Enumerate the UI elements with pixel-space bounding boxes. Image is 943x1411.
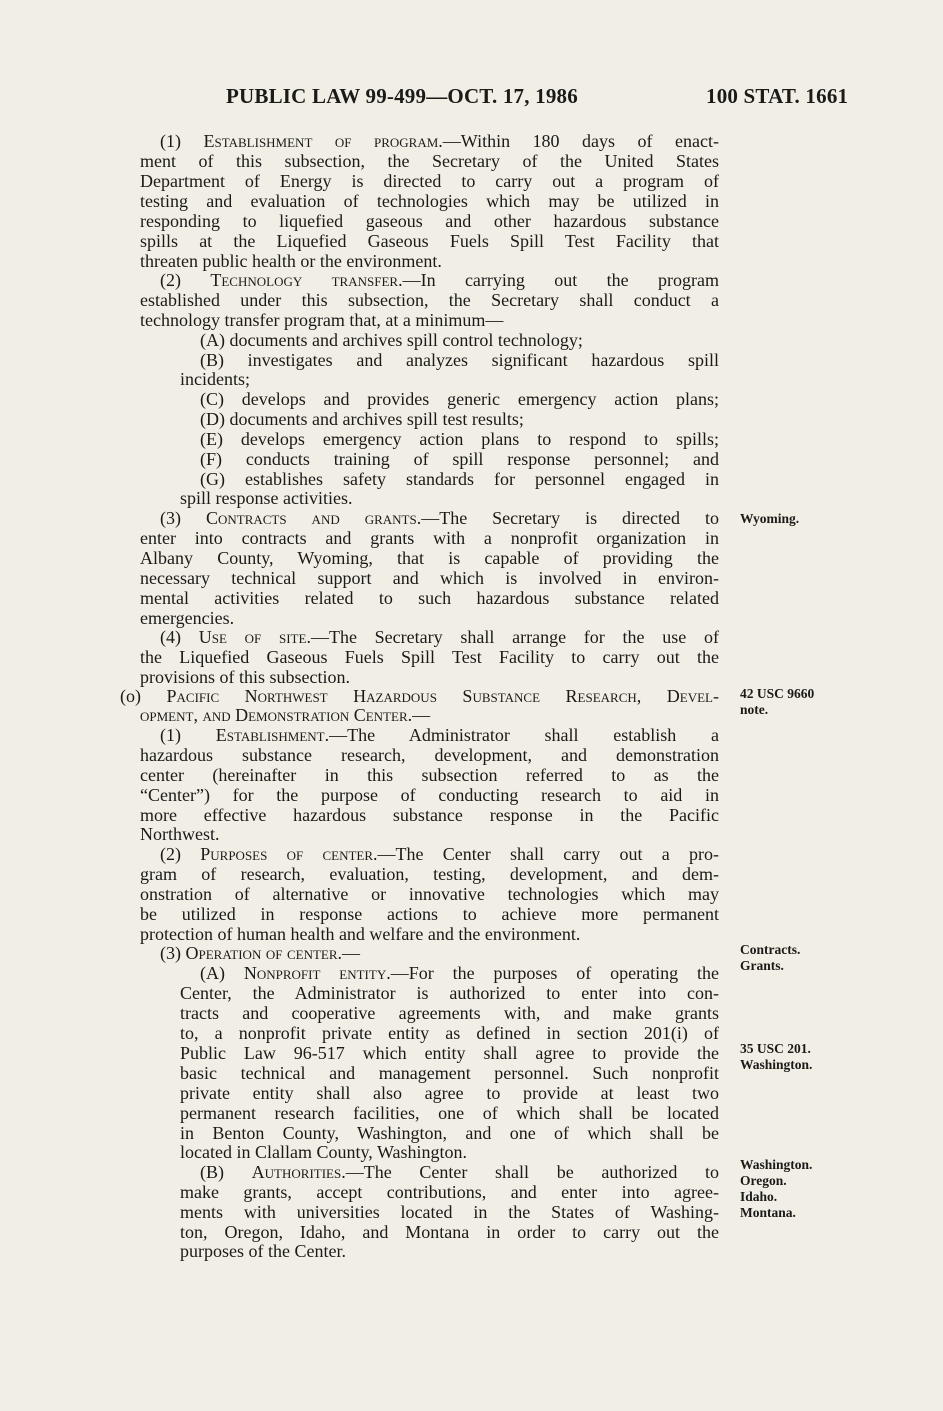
text-run: ments with universities located in the States of Washing- [180, 1202, 719, 1222]
text-run: —For the purposes of operating the [390, 963, 719, 983]
text-line [140, 290, 719, 310]
text-run: gram of research, evaluation, testing, development, and dem- [140, 864, 719, 884]
section-heading: opment, and Demonstration Center. [140, 705, 413, 725]
text-run: (B) investigates and analyzes significant hazardous spill [200, 350, 719, 370]
text-line [200, 389, 719, 409]
text-line [200, 429, 719, 449]
text-run: technology transfer program that, at a minimum— [140, 310, 504, 330]
margin-note [740, 1041, 812, 1073]
text-run: located in Clallam County, Washington. [180, 1142, 468, 1162]
text-run: — [342, 943, 361, 963]
text-line [200, 330, 583, 350]
text-run: testing and evaluation of technologies which may be utilized in [140, 191, 719, 211]
section-heading: Contracts and grants. [205, 508, 422, 528]
text-run: —The Center shall be authorized to [345, 1162, 719, 1182]
text-run: (o) [120, 686, 167, 706]
margin-note [740, 942, 800, 974]
text-run: (1) [160, 131, 204, 151]
text-line [180, 1182, 719, 1202]
margin-note-line: Washington. [740, 1157, 813, 1172]
text-line [160, 844, 719, 864]
text-line [140, 251, 442, 271]
text-line [180, 1123, 719, 1143]
text-run: spills at the Liquefied Gaseous Fuels Spill Test Facility that [140, 231, 719, 251]
text-run: (G) establishes safety standards for personnel engaged in [200, 469, 719, 489]
text-run: the Liquefied Gaseous Fuels Spill Test Facility to carry out the [140, 647, 719, 667]
text-run: (A) [200, 963, 244, 983]
margin-note-line: note. [740, 702, 769, 717]
text-run: incidents; [180, 369, 250, 389]
text-line [140, 824, 220, 844]
text-line [140, 864, 719, 884]
text-line [180, 1103, 719, 1123]
text-run: (D) documents and archives spill test results; [200, 409, 524, 429]
text-run: protection of human health and welfare and the environment. [140, 924, 581, 944]
text-line [160, 943, 360, 963]
text-run: “Center”) for the purpose of conducting research to aid in [140, 785, 719, 805]
text-line [140, 805, 719, 825]
section-heading: Pacific Northwest Hazardous Substance Research, Devel- [166, 686, 719, 706]
margin-note-line: Idaho. [740, 1189, 778, 1204]
text-run: — [412, 705, 431, 725]
text-run: —Within 180 days of enact- [442, 131, 719, 151]
text-line [180, 369, 250, 389]
text-run: —The Secretary shall arrange for the use of [310, 627, 719, 647]
text-run: —The Secretary is directed to [421, 508, 719, 528]
text-line [140, 608, 234, 628]
margin-note [740, 1157, 812, 1221]
text-line [140, 528, 719, 548]
page-header [0, 84, 943, 112]
text-line [160, 508, 719, 528]
text-run: mental activities related to such hazardous substance related [140, 588, 719, 608]
text-run: tracts and cooperative agreements with, and make grants [180, 1003, 719, 1023]
text-run: Department of Energy is directed to carry out a program of [140, 171, 719, 191]
text-run: necessary technical support and which is involved in environ- [140, 568, 719, 588]
text-run: Albany County, Wyoming, that is capable of providing the [140, 548, 719, 568]
margin-note-line: Contracts. [740, 942, 801, 957]
text-run: (1) [160, 725, 216, 745]
text-run: make grants, accept contributions, and enter into agree- [180, 1182, 719, 1202]
text-line [200, 469, 719, 489]
margin-note [740, 686, 814, 718]
text-run: threaten public health or the environment. [140, 251, 442, 271]
text-line [140, 647, 719, 667]
text-line [160, 627, 719, 647]
text-line [200, 409, 524, 429]
text-line [140, 191, 719, 211]
text-line [180, 1202, 719, 1222]
section-heading: Establishment. [215, 725, 330, 745]
text-run: (F) conducts training of spill response personnel; and [200, 449, 719, 469]
text-line [180, 983, 719, 1003]
text-run: (B) [200, 1162, 252, 1182]
text-line [160, 725, 719, 745]
section-heading: Nonprofit entity. [243, 963, 391, 983]
margin-note-line: Wyoming. [740, 511, 800, 526]
text-run: permanent research facilities, one of which shall be located [180, 1103, 719, 1123]
text-line [120, 686, 719, 706]
text-line [180, 1083, 719, 1103]
text-run: established under this subsection, the Secretary shall conduct a [140, 290, 719, 310]
text-line [140, 548, 719, 568]
text-line [180, 1241, 346, 1261]
text-run: to, a nonprofit private entity as defined in section 201(i) of [180, 1023, 719, 1043]
text-run: —The Administrator shall establish a [329, 725, 719, 745]
margin-note-line: 42 USC 9660 [740, 686, 815, 701]
section-heading: Operation of center. [185, 943, 343, 963]
text-run: (3) [160, 508, 206, 528]
margin-note-line: Grants. [740, 958, 784, 973]
text-run: (3) [160, 943, 186, 963]
text-run: —The Center shall carry out a pro- [377, 844, 719, 864]
text-run: onstration of alternative or innovative technologies which may [140, 884, 719, 904]
text-line [140, 211, 719, 231]
text-line [180, 488, 352, 508]
text-run: emergencies. [140, 608, 235, 628]
text-run: spill response activities. [180, 488, 353, 508]
text-run: (A) documents and archives spill control technology; [200, 330, 583, 350]
text-run: responding to liquefied gaseous and other hazardous substance [140, 211, 719, 231]
text-line [140, 171, 719, 191]
text-line [140, 765, 719, 785]
text-line [140, 588, 719, 608]
text-line [140, 745, 719, 765]
text-run: ton, Oregon, Idaho, and Montana in order to carry out the [180, 1222, 719, 1242]
text-line [180, 1142, 467, 1162]
law-title: PUBLIC LAW 99-499—OCT. 17, 1986 [226, 84, 578, 108]
section-heading: Purposes of center. [200, 844, 378, 864]
text-run: (2) [160, 270, 211, 290]
text-line [140, 151, 719, 171]
margin-note-line: 35 USC 201. [740, 1041, 811, 1056]
text-line [180, 1003, 719, 1023]
text-line [200, 963, 719, 983]
text-run: Public Law 96-517 which entity shall agree to provide the [180, 1043, 719, 1063]
text-line [140, 904, 719, 924]
text-run: Center, the Administrator is authorized to enter into con- [180, 983, 719, 1003]
section-heading: Technology transfer. [210, 270, 403, 290]
text-run: (2) [160, 844, 201, 864]
margin-note-line: Oregon. [740, 1173, 787, 1188]
section-heading: Establishment of program. [203, 131, 443, 151]
text-line [180, 1222, 719, 1242]
text-line [160, 270, 719, 290]
text-run: Northwest. [140, 824, 220, 844]
text-run: enter into contracts and grants with a nonprofit organization in [140, 528, 719, 548]
section-heading: Authorities. [251, 1162, 346, 1182]
text-run: —In carrying out the program [402, 270, 719, 290]
text-run: (E) develops emergency action plans to respond to spills; [200, 429, 719, 449]
text-line [200, 1162, 719, 1182]
text-run: (4) [160, 627, 199, 647]
text-line [140, 310, 503, 330]
text-line [180, 1023, 719, 1043]
text-line [140, 924, 580, 944]
text-run: hazardous substance research, development, and demonstration [140, 745, 719, 765]
text-line [140, 568, 719, 588]
text-run: provisions of this subsection. [140, 667, 350, 687]
text-run: more effective hazardous substance response in the Pacific [140, 805, 719, 825]
text-line [200, 449, 719, 469]
text-line [140, 705, 430, 725]
text-run: (C) develops and provides generic emergency action plans; [200, 389, 719, 409]
text-line [140, 231, 719, 251]
text-run: center (hereinafter in this subsection referred to as the [140, 765, 719, 785]
text-run: purposes of the Center. [180, 1241, 346, 1261]
text-line [180, 1063, 719, 1083]
text-line [160, 131, 719, 151]
text-line [140, 785, 719, 805]
margin-note [740, 511, 799, 527]
text-line [180, 1043, 719, 1063]
text-line [140, 667, 350, 687]
text-line [200, 350, 719, 370]
margin-note-line: Washington. [740, 1057, 813, 1072]
text-run: private entity shall also agree to provide at least two [180, 1083, 719, 1103]
text-run: basic technical and management personnel. Such nonprofit [180, 1063, 719, 1083]
text-run: be utilized in response actions to achieve more permanent [140, 904, 719, 924]
statute-reference: 100 STAT. 1661 [706, 84, 849, 108]
margin-note-line: Montana. [740, 1205, 796, 1220]
section-heading: Use of site. [198, 627, 311, 647]
text-line [140, 884, 719, 904]
text-run: in Benton County, Washington, and one of which shall be [180, 1123, 719, 1143]
text-run: ment of this subsection, the Secretary of the United States [140, 151, 719, 171]
